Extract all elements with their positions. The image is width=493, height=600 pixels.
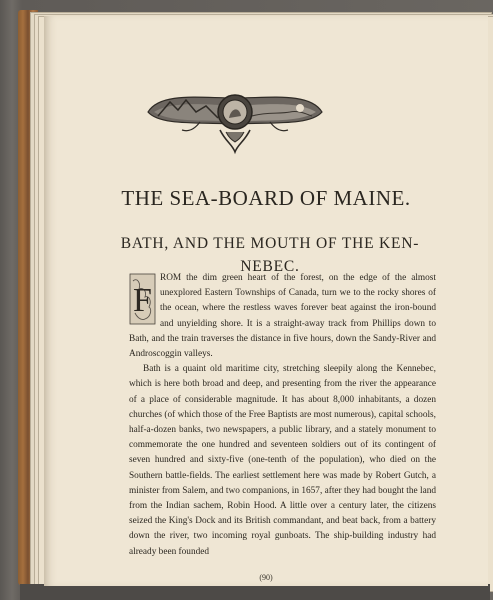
body-text — [129, 271, 436, 560]
page-title: THE SEA-BOARD OF MAINE. — [121, 186, 411, 210]
subtitle-line: BATH, AND THE MOUTH OF THE KEN- — [120, 235, 420, 252]
paragraph — [129, 271, 436, 362]
svg-text:F: F — [133, 282, 152, 319]
headpiece-vignette-engraving — [140, 72, 330, 162]
page-number: (90) — [259, 573, 273, 582]
subtitle-line: NEBEC. — [240, 258, 300, 275]
ornamental-dropcap-f — [129, 273, 156, 325]
paragraph: Bath is a quaint old maritime city, stretching sleepily along the Kennebec, which is here both broad and deep, and presenting from the river the appearance of a place of considerable magnitude. It has about 8,000 inhabitants, a dozen churches (of which those of the Free Baptists are most numerous), capital schools, half-a-dozen banks, two newspapers, a public library, and a stately monument to commemorate the one hundred and seventeen soldiers out of its contingent of seven hundred and sixty-five (one-tenth of the population), who died on the Southern battle-fields. The earliest settlement here was made by Robert Gutch, a minister from Salem, and two companions, in 1657, after they had bought the land from the Indian sachem, Robin Hood. A little over a century later, the citizens seized the King's Dock and its British commandant, and beat back, from a battery down the river, two incoming royal gunboats. The ship-building industry had already been founded — [129, 364, 436, 557]
scan-background — [20, 584, 490, 600]
paragraph-text: ROM the dim green heart of the forest, on the edge of the almost unexplored Eastern Townships of Canada, turn we to the rocky shores of the ocean, where the restless waves forever beat against the iron-bound and unyielding shore. It is a straight-away track from Phillips down to Bath, and the train traverses the distance in five hours, down the Sandy-River and Androscoggin valleys. — [129, 273, 436, 360]
